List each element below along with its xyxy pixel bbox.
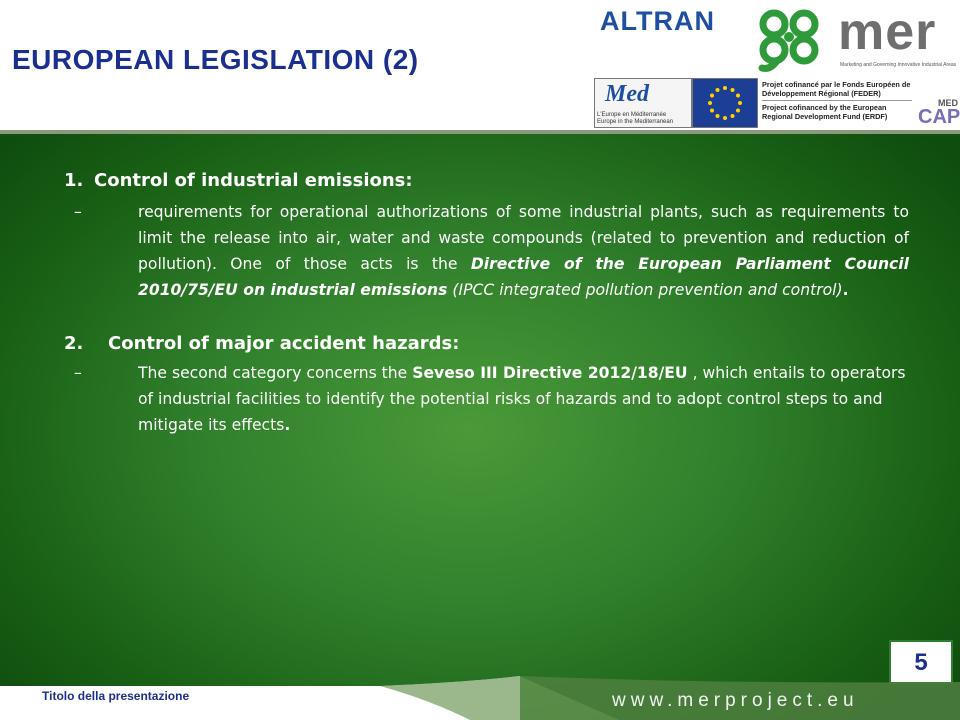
list-item-bullet-2: [74, 360, 909, 438]
eu-star-icon: [731, 88, 735, 92]
eu-star-icon: [736, 109, 740, 113]
directive-reference: Seveso III Directive 2012/18/EU: [412, 364, 688, 382]
presentation-title: Titolo della presentazione: [42, 689, 190, 703]
med-caption-fr: L'Europe en Méditerranée: [597, 112, 667, 118]
eu-star-icon: [708, 101, 712, 105]
project-url[interactable]: www.merproject.eu: [612, 690, 859, 711]
bullet-text: requirements for operational authorizations of some industrial plants, such as requirements to limit the release into air, water and waste compounds (related to prevention and reduction of pollution). One of those acts is the: [138, 203, 909, 273]
eu-star-icon: [716, 88, 720, 92]
bullet-dash: –: [74, 203, 82, 221]
eu-funding-text: [762, 80, 912, 121]
eu-star-icon: [723, 116, 727, 120]
eu-star-icon: [710, 109, 714, 113]
eu-flag-icon: [692, 78, 758, 128]
list-item-number-1: 1.: [64, 170, 84, 191]
page-number: 5: [914, 649, 928, 676]
directive-reference: Directive of the European Parliament Council 2010/75/EU on industrial emissions: [138, 255, 909, 299]
bullet-text: The second category concerns the: [138, 364, 413, 382]
eu-funding-divider: [762, 100, 912, 101]
med-logo-text: Med: [605, 81, 649, 107]
header-band: [0, 0, 960, 134]
list-item-title-2: Control of major accident hazards:: [108, 333, 460, 354]
slide-title: EUROPEAN LEGISLATION (2): [12, 44, 419, 75]
eu-funding-fr: Projet cofinancé par le Fonds Européen de Développement Régional (FEDER): [762, 80, 911, 98]
eu-star-icon: [723, 86, 727, 90]
eu-star-icon: [716, 114, 720, 118]
list-item-heading-2: [64, 333, 909, 354]
med-programme-logo: [594, 78, 692, 128]
mer-tagline: Marketing and Governing Innovative Industrial Areas: [840, 62, 957, 68]
medcap-logo-bottom: CAP: [918, 106, 960, 128]
list-item-heading-1: [64, 170, 909, 191]
eu-star-icon: [710, 94, 714, 98]
bullet-dash: –: [74, 364, 82, 382]
eu-funding-en: Project cofinanced by the European Regional Development Fund (ERDF): [762, 103, 888, 121]
slide-content: [64, 170, 909, 438]
medcap-logo-top: MED: [938, 98, 958, 108]
header-divider: [0, 130, 960, 134]
eu-star-icon: [731, 114, 735, 118]
bullet-text-continued: , which entails to operators of industrial facilities to identify the potential risks of hazards and to adopt control steps to and mitigate its effects: [138, 364, 906, 434]
bullet-period: .: [284, 416, 291, 434]
eu-star-icon: [738, 101, 742, 105]
list-item-number-2: 2.: [64, 333, 84, 354]
medcap-logo: [910, 98, 958, 132]
eu-star-icon: [736, 94, 740, 98]
med-caption-en: Europe in the Mediterranean: [597, 119, 674, 125]
list-item-title-1: Control of industrial emissions:: [94, 170, 413, 191]
list-item-bullet-1: [74, 199, 909, 303]
ippc-note: (IPCC integrated pollution prevention and control): [447, 281, 843, 299]
mer-logo-text: mer: [838, 3, 937, 61]
bullet-period: .: [842, 281, 849, 299]
altran-logo: ALTRAN: [600, 6, 715, 36]
